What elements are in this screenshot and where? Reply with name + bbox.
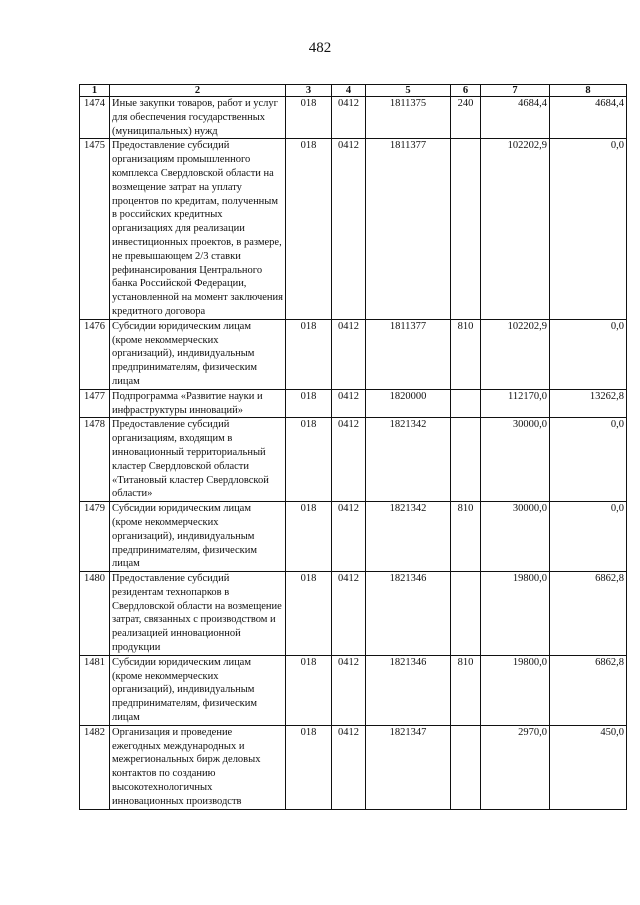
target-code: 1811377: [366, 139, 451, 319]
amount-col-8: 450,0: [550, 725, 627, 809]
table-row: [80, 572, 627, 656]
item-name: Иные закупки товаров, работ и услуг для обеспечения государственных (муниципальных) нужд: [110, 97, 286, 139]
amount-col-8: 6862,8: [550, 572, 627, 656]
amount-col-7: 19800,0: [481, 572, 550, 656]
item-name: Организация и проведение ежегодных международных и межрегиональных бирж деловых контактов по созданию высокотехнологичных инновационных производств: [110, 725, 286, 809]
target-code: 1821347: [366, 725, 451, 809]
ministry-code: 018: [286, 319, 332, 389]
expense-type-code: 240: [451, 97, 481, 139]
row-number: 1474: [80, 97, 110, 139]
row-number: 1480: [80, 572, 110, 656]
table-header-row: [80, 85, 627, 97]
row-number: 1477: [80, 389, 110, 418]
amount-col-7: 2970,0: [481, 725, 550, 809]
target-code: 1821342: [366, 418, 451, 502]
ministry-code: 018: [286, 572, 332, 656]
amount-col-8: 0,0: [550, 418, 627, 502]
item-name: Подпрограмма «Развитие науки и инфраструктуры инноваций»: [110, 389, 286, 418]
amount-col-7: 102202,9: [481, 139, 550, 319]
column-header: 5: [366, 85, 451, 97]
section-code: 0412: [332, 502, 366, 572]
row-number: 1479: [80, 502, 110, 572]
section-code: 0412: [332, 418, 366, 502]
ministry-code: 018: [286, 139, 332, 319]
table-row: [80, 389, 627, 418]
target-code: 1821346: [366, 572, 451, 656]
item-name: Предоставление субсидий организациям промышленного комплекса Свердловской области на возмещение затрат на уплату процентов по кредитам, полученным в российских кредитных организациях для реализации инвестиционных проектов, в размере, не превышающем 2/3 ставки рефинансирования Центрального банка Российской Федерации, установленной на момент заключения кредитного договора: [110, 139, 286, 319]
page-number: 482: [308, 40, 332, 56]
table-row: [80, 655, 627, 725]
table-row: [80, 139, 627, 319]
target-code: 1821346: [366, 655, 451, 725]
item-name: Субсидии юридическим лицам (кроме некоммерческих организаций), индивидуальным предпринимателям, физическим лицам: [110, 655, 286, 725]
ministry-code: 018: [286, 502, 332, 572]
item-name: Субсидии юридическим лицам (кроме некоммерческих организаций), индивидуальным предпринимателям, физическим лицам: [110, 502, 286, 572]
section-code: 0412: [332, 389, 366, 418]
column-header: 2: [110, 85, 286, 97]
ministry-code: 018: [286, 655, 332, 725]
budget-table: [79, 84, 627, 810]
ministry-code: 018: [286, 725, 332, 809]
item-name: Предоставление субсидий резидентам технопарков в Свердловской области на возмещение затрат, связанных с производством и реализацией инновационной продукции: [110, 572, 286, 656]
section-code: 0412: [332, 97, 366, 139]
section-code: 0412: [332, 572, 366, 656]
ministry-code: 018: [286, 97, 332, 139]
section-code: 0412: [332, 655, 366, 725]
amount-col-7: 30000,0: [481, 418, 550, 502]
column-header: 4: [332, 85, 366, 97]
column-header: 7: [481, 85, 550, 97]
amount-col-8: 4684,4: [550, 97, 627, 139]
row-number: 1481: [80, 655, 110, 725]
row-number: 1475: [80, 139, 110, 319]
section-code: 0412: [332, 139, 366, 319]
item-name: Субсидии юридическим лицам (кроме некоммерческих организаций), индивидуальным предпринимателям, физическим лицам: [110, 319, 286, 389]
target-code: 1811377: [366, 319, 451, 389]
ministry-code: 018: [286, 418, 332, 502]
expense-type-code: [451, 572, 481, 656]
amount-col-8: 0,0: [550, 139, 627, 319]
table-row: [80, 97, 627, 139]
section-code: 0412: [332, 725, 366, 809]
amount-col-8: 0,0: [550, 319, 627, 389]
amount-col-8: 0,0: [550, 502, 627, 572]
amount-col-7: 112170,0: [481, 389, 550, 418]
column-header: 3: [286, 85, 332, 97]
column-header: 8: [550, 85, 627, 97]
row-number: 1476: [80, 319, 110, 389]
amount-col-7: 102202,9: [481, 319, 550, 389]
expense-type-code: 810: [451, 502, 481, 572]
table-row: [80, 725, 627, 809]
amount-col-8: 13262,8: [550, 389, 627, 418]
expense-type-code: 810: [451, 319, 481, 389]
expense-type-code: [451, 725, 481, 809]
item-name: Предоставление субсидий организациям, входящим в инновационный территориальный кластер Свердловской области «Титановый кластер Свердловской области»: [110, 418, 286, 502]
amount-col-8: 6862,8: [550, 655, 627, 725]
amount-col-7: 19800,0: [481, 655, 550, 725]
column-header: 1: [80, 85, 110, 97]
expense-type-code: 810: [451, 655, 481, 725]
expense-type-code: [451, 389, 481, 418]
target-code: 1811375: [366, 97, 451, 139]
expense-type-code: [451, 418, 481, 502]
ministry-code: 018: [286, 389, 332, 418]
table-row: [80, 319, 627, 389]
amount-col-7: 30000,0: [481, 502, 550, 572]
expense-type-code: [451, 139, 481, 319]
row-number: 1482: [80, 725, 110, 809]
target-code: 1821342: [366, 502, 451, 572]
table-row: [80, 418, 627, 502]
row-number: 1478: [80, 418, 110, 502]
column-header: 6: [451, 85, 481, 97]
amount-col-7: 4684,4: [481, 97, 550, 139]
section-code: 0412: [332, 319, 366, 389]
target-code: 1820000: [366, 389, 451, 418]
table-row: [80, 502, 627, 572]
